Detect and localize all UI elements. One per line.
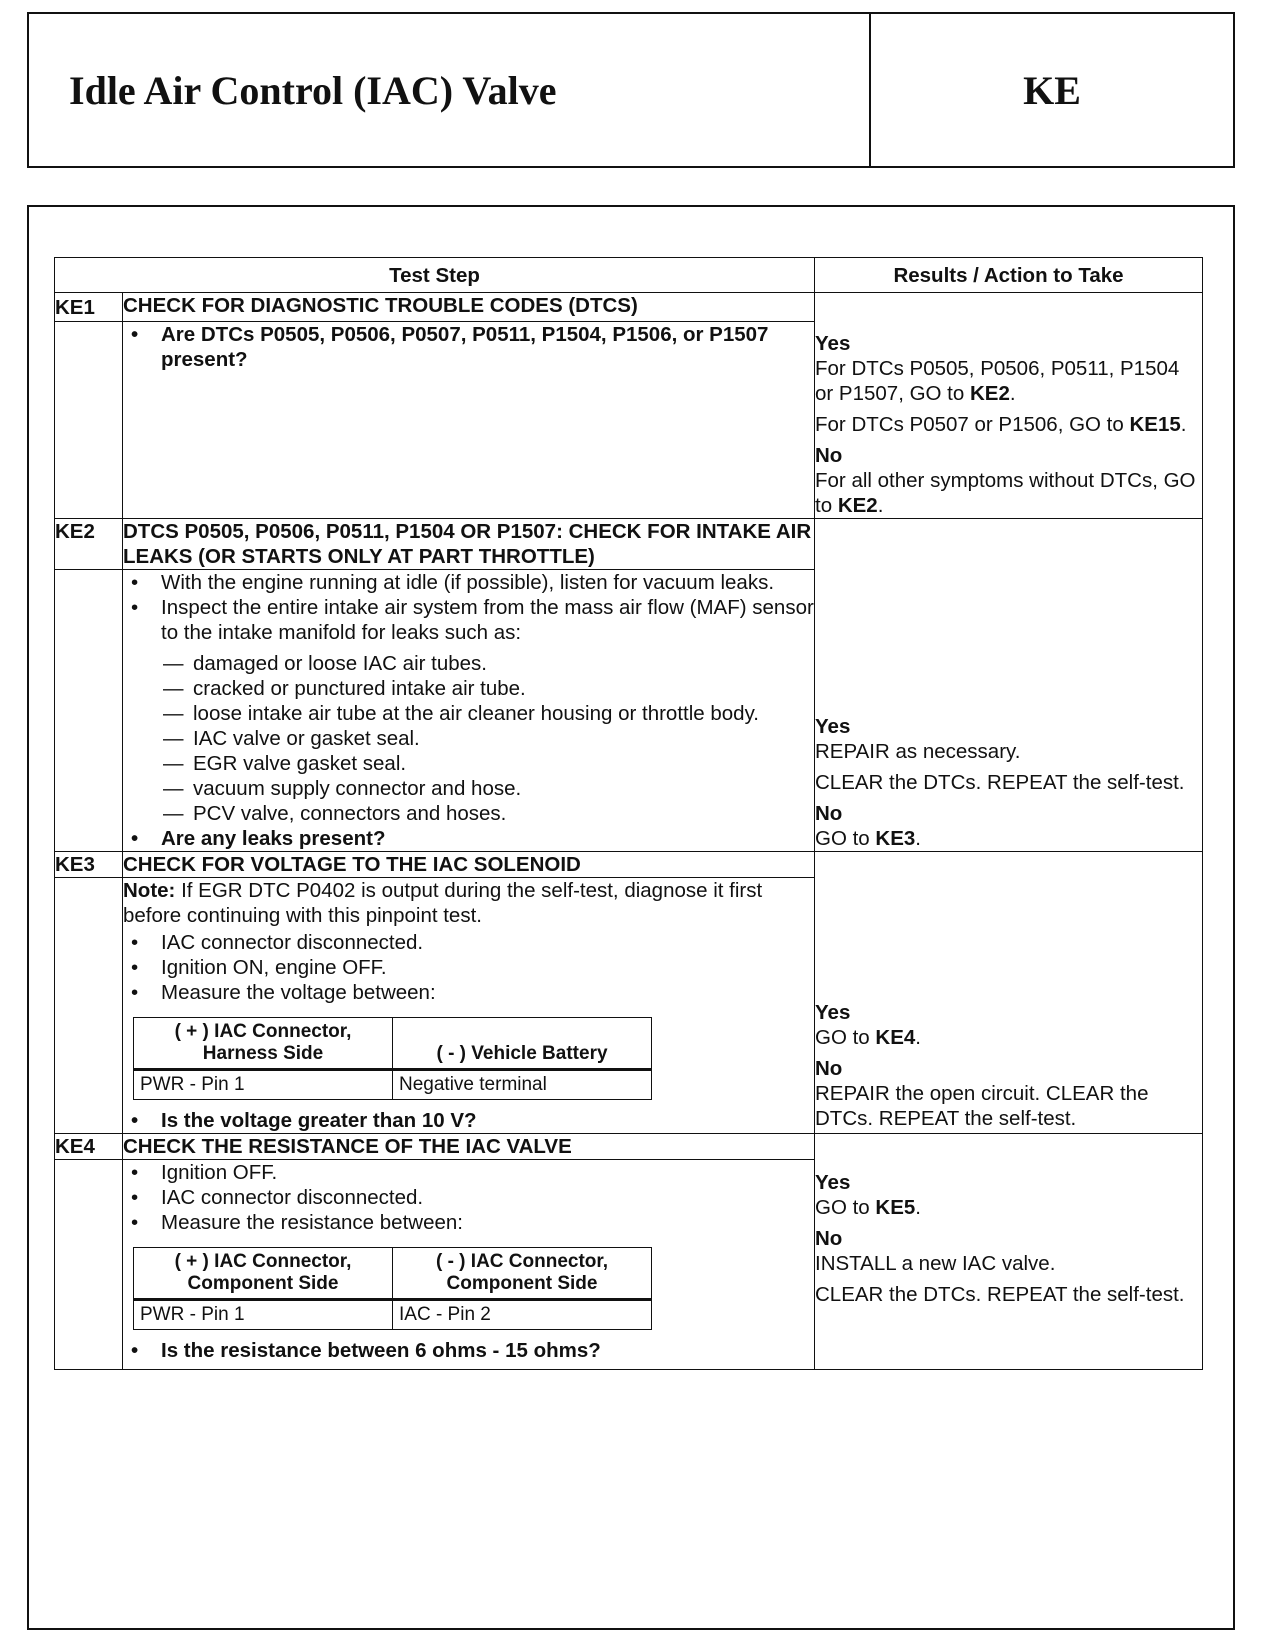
result-text: CLEAR the DTCs. REPEAT the self-test. — [815, 771, 1185, 794]
note-text: If EGR DTC P0402 is output during the self-test, diagnose it first before continuing with this pinpoint test. — [123, 879, 763, 927]
step-id: KE4 — [55, 1134, 123, 1160]
step-id: KE1 — [55, 293, 123, 322]
step-title: DTCS P0505, P0506, P0511, P1504 OR P1507: CHECK FOR INTAKE AIR LEAKS (OR STARTS ONLY AT PART THROTTLE) — [123, 519, 815, 570]
step-id-blank — [55, 322, 123, 519]
measurement-negative-header: ( - ) Vehicle Battery — [393, 1018, 652, 1070]
step-instruction: • Measure the resistance between: — [123, 1210, 814, 1235]
ke3-results: Yes GO to KE4. No REPAIR the open circuit. CLEAR the DTCs. REPEAT the self-test. — [815, 852, 1203, 1134]
no-label: No — [815, 444, 843, 467]
ke1-title-row — [55, 293, 1203, 322]
test-step-header: Test Step — [55, 258, 815, 293]
step-link[interactable]: KE15 — [1129, 413, 1181, 436]
list-item: — cracked or punctured intake air tube. — [123, 676, 814, 701]
step-question: • Are DTCs P0505, P0506, P0507, P0511, P1504, P1506, or P1507 present? — [123, 322, 814, 372]
measurement-negative-value: IAC - Pin 2 — [393, 1300, 652, 1330]
list-item: — damaged or loose IAC air tubes. — [123, 651, 814, 676]
step-title: CHECK FOR VOLTAGE TO THE IAC SOLENOID — [123, 852, 815, 878]
result-text: For all other symptoms without DTCs, GO to — [815, 469, 1196, 517]
measurement-negative-value: Negative terminal — [393, 1070, 652, 1100]
step-link[interactable]: KE4 — [875, 1026, 916, 1049]
yes-label: Yes — [815, 332, 851, 355]
step-id: KE3 — [55, 852, 123, 878]
leak-list — [123, 651, 814, 826]
measurement-table — [133, 1247, 652, 1330]
result-text: GO to — [815, 827, 870, 850]
step-id-blank — [55, 570, 123, 852]
measurement-positive-header: ( + ) IAC Connector, Harness Side — [134, 1018, 393, 1070]
no-label: No — [815, 1057, 843, 1080]
measurement-table — [133, 1017, 652, 1100]
ke4-results: Yes GO to KE5. No INSTALL a new IAC valve. CLEAR the DTCs. REPEAT the self-test. — [815, 1134, 1203, 1370]
step-instruction: • With the engine running at idle (if possible), listen for vacuum leaks. — [123, 570, 814, 595]
no-label: No — [815, 1227, 843, 1250]
step-body — [123, 1160, 815, 1370]
step-instruction: • Inspect the entire intake air system from the mass air flow (MAF) sensor to the intake manifold for leaks such as: — [123, 595, 814, 645]
note-label: Note: — [123, 879, 176, 902]
step-instruction: • Ignition OFF. — [123, 1160, 814, 1185]
result-text: For DTCs P0505, P0506, P0511, P1504 or P1507, GO to — [815, 357, 1180, 405]
measurement-positive-value: PWR - Pin 1 — [134, 1070, 393, 1100]
step-body — [123, 322, 815, 519]
step-question: • Is the voltage greater than 10 V? — [123, 1108, 814, 1133]
step-instruction: • IAC connector disconnected. — [123, 1185, 814, 1210]
step-id-blank — [55, 1160, 123, 1370]
result-text: REPAIR as necessary. — [815, 740, 1021, 763]
page-title: Idle Air Control (IAC) Valve — [29, 14, 871, 166]
ke2-title-row — [55, 519, 1203, 570]
no-label: No — [815, 802, 843, 825]
result-text: INSTALL a new IAC valve. — [815, 1252, 1056, 1275]
section-code: KE — [1023, 67, 1081, 113]
result-text: REPAIR the open circuit. CLEAR the DTCs. REPEAT the self-test. — [815, 1082, 1149, 1130]
yes-label: Yes — [815, 715, 851, 738]
ke2-results: Yes REPAIR as necessary. CLEAR the DTCs. REPEAT the self-test. No GO to KE3. — [815, 519, 1203, 852]
result-text: GO to — [815, 1196, 870, 1219]
measurement-positive-value: PWR - Pin 1 — [134, 1300, 393, 1330]
step-link[interactable]: KE2 — [969, 382, 1010, 405]
step-body — [123, 878, 815, 1134]
pinpoint-test-table — [54, 257, 1203, 1370]
result-text: GO to — [815, 1026, 870, 1049]
step-question: • Are any leaks present? — [123, 826, 814, 851]
step-id-blank — [55, 878, 123, 1134]
table-header-row — [55, 258, 1203, 293]
yes-label: Yes — [815, 1001, 851, 1024]
measurement-positive-header: ( + ) IAC Connector, Component Side — [134, 1248, 393, 1300]
ke4-title-row — [55, 1134, 1203, 1160]
page-header — [27, 12, 1235, 168]
measurement-negative-header: ( - ) IAC Connector, Component Side — [393, 1248, 652, 1300]
list-item: — EGR valve gasket seal. — [123, 751, 814, 776]
step-instruction: • IAC connector disconnected. — [123, 930, 814, 955]
results-header: Results / Action to Take — [815, 258, 1203, 293]
step-title: CHECK FOR DIAGNOSTIC TROUBLE CODES (DTCS) — [123, 293, 815, 322]
list-item: — vacuum supply connector and hose. — [123, 776, 814, 801]
step-instruction: • Ignition ON, engine OFF. — [123, 955, 814, 980]
step-body — [123, 570, 815, 852]
step-link[interactable]: KE3 — [875, 827, 916, 850]
ke1-results: Yes For DTCs P0505, P0506, P0511, P1504 or P1507, GO to KE2. For DTCs P0507 or P1506, GO to KE15. No For all other symptoms without DTCs, GO to KE2. — [815, 293, 1203, 519]
list-item: — PCV valve, connectors and hoses. — [123, 801, 814, 826]
step-link[interactable]: KE5 — [875, 1196, 916, 1219]
step-title: CHECK THE RESISTANCE OF THE IAC VALVE — [123, 1134, 815, 1160]
result-text: CLEAR the DTCs. REPEAT the self-test. — [815, 1283, 1185, 1306]
step-id: KE2 — [55, 519, 123, 570]
list-item: — IAC valve or gasket seal. — [123, 726, 814, 751]
result-text: For DTCs P0507 or P1506, GO to — [815, 413, 1124, 436]
step-question: • Is the resistance between 6 ohms - 15 ohms? — [123, 1338, 814, 1363]
step-link[interactable]: KE2 — [837, 494, 878, 517]
yes-label: Yes — [815, 1171, 851, 1194]
list-item: — loose intake air tube at the air cleaner housing or throttle body. — [123, 701, 814, 726]
ke3-title-row — [55, 852, 1203, 878]
step-instruction: • Measure the voltage between: — [123, 980, 814, 1005]
